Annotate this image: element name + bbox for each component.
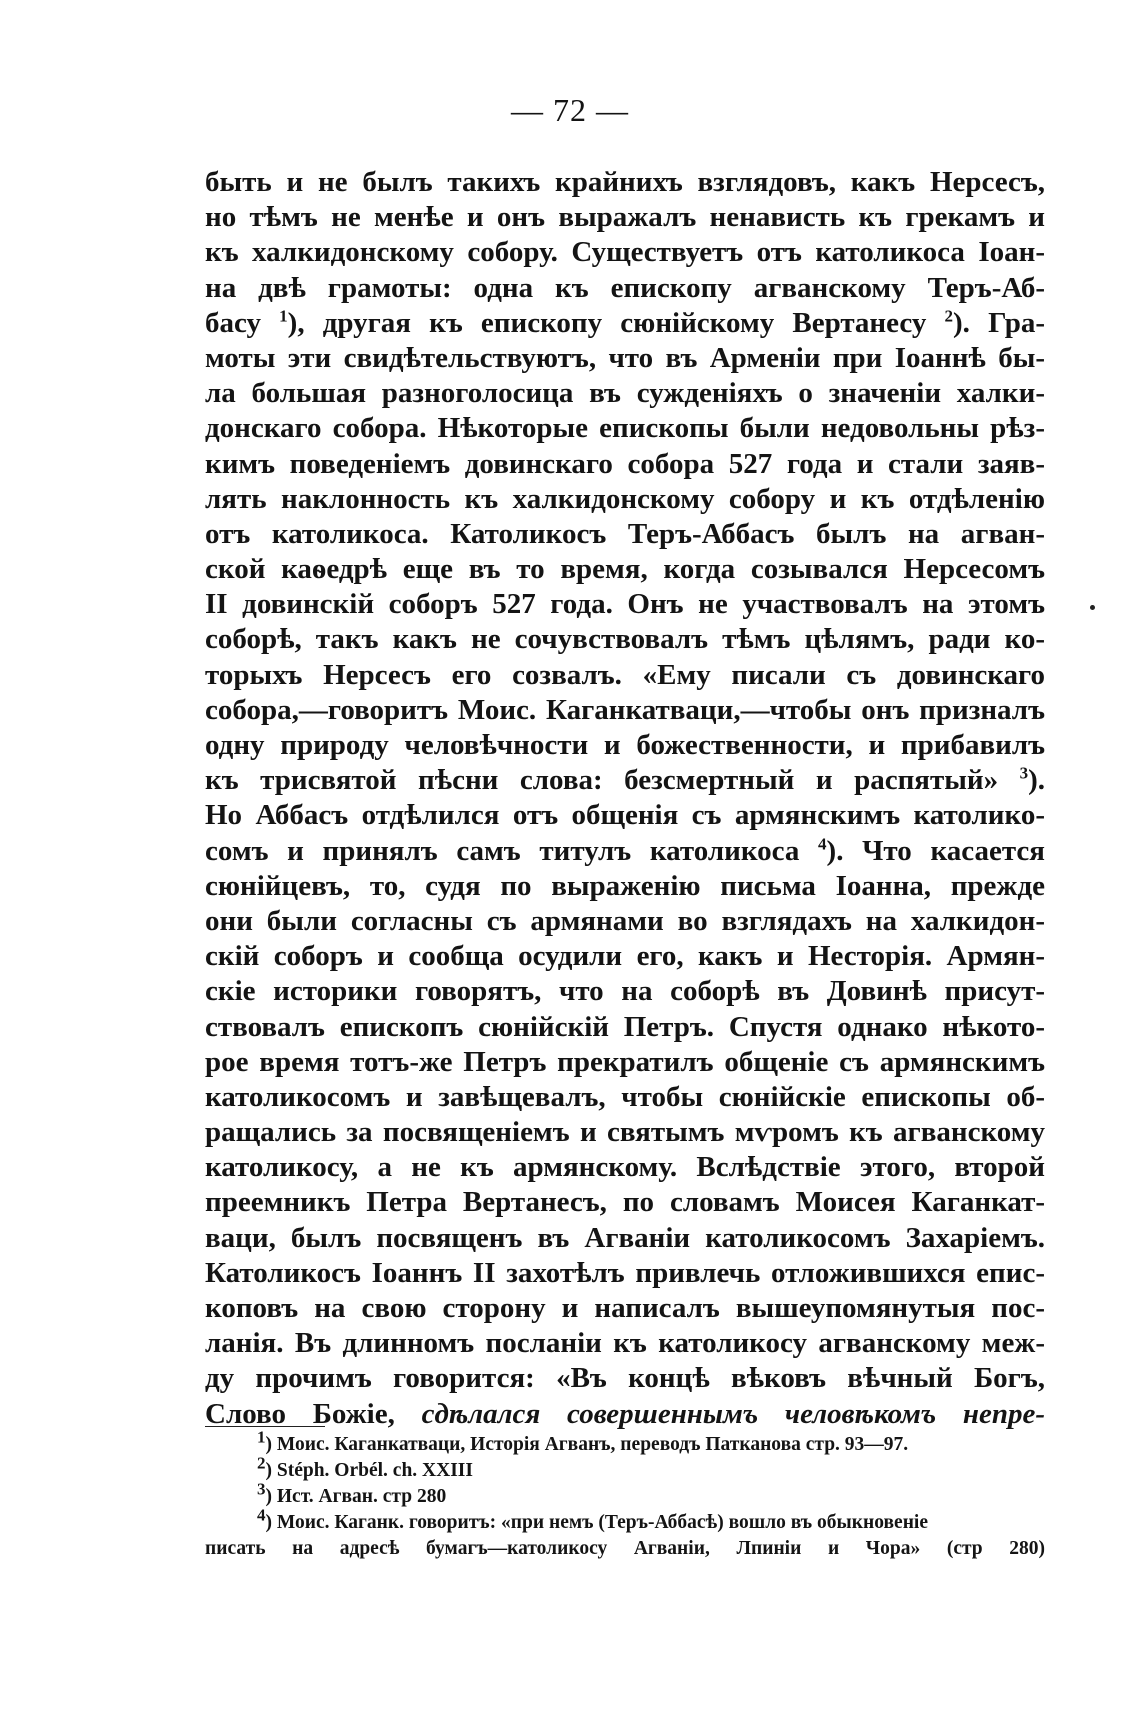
footnote (205, 1479, 1045, 1510)
footnote-text: ) Ист. Агван. стр 280 (265, 1486, 447, 1507)
text-line (205, 200, 1045, 235)
text-line (205, 587, 1045, 622)
footnote-text: писать на адресѣ бумагъ—католикосу Агваніи, Лпиніи и Чора» (стр 280) (205, 1538, 1045, 1559)
text-line (205, 235, 1045, 270)
text-line (205, 1291, 1045, 1326)
text-line (205, 376, 1045, 411)
footnote-number: 4 (257, 1505, 266, 1525)
footnote (205, 1505, 1045, 1536)
margin-speck (1090, 605, 1095, 610)
text-line (205, 693, 1045, 728)
text-span: ствовалъ епископъ сюнійскій Петръ. Спустя однако нѣкото- (205, 1010, 1045, 1043)
text-line (205, 834, 1045, 869)
text-line (205, 974, 1045, 1009)
text-line (205, 1221, 1045, 1256)
text-span: къ трисвятой пѣсни слова: безсмертный и распятый» (205, 764, 1020, 797)
text-span: ). (1028, 764, 1045, 797)
text-span: ду прочимъ говорится: «Въ концѣ вѣковъ вѣчный Богъ, (205, 1362, 1045, 1395)
text-span: сюнійцевъ, то, судя по выраженію письма Іоанна, прежде (205, 869, 1045, 902)
text-line (205, 763, 1045, 798)
text-span: къ халкидонскому собору. Существуетъ отъ католикоса Іоан- (205, 236, 1045, 269)
footnote-number: 1 (257, 1427, 266, 1447)
text-span: ращались за посвященіемъ и святымъ мѵромъ къ агванскому (205, 1116, 1045, 1149)
text-span: донскаго собора. Нѣкоторые епископы были недовольны рѣз- (205, 412, 1045, 445)
text-span: отъ католикоса. Католикосъ Теръ-Аббасъ былъ на агван- (205, 517, 1045, 550)
text-line (205, 1397, 1045, 1432)
text-line (205, 1256, 1045, 1291)
text-span: торыхъ Нерсесъ его созвалъ. «Ему писали съ довинскаго (205, 658, 1045, 691)
text-span: одну природу человѣчности и божественности, и прибавилъ (205, 729, 1045, 761)
text-line (205, 271, 1045, 306)
footnote (205, 1427, 1045, 1458)
text-line (205, 447, 1045, 482)
text-line (205, 869, 1045, 904)
page-number: — 72 — (511, 92, 629, 128)
text-span: Но Аббасъ отдѣлился отъ общенія съ армянскимъ католико- (205, 799, 1045, 832)
text-line (205, 411, 1045, 446)
text-span: скій соборъ и сообща осудили его, какъ и Несторія. Армян- (205, 940, 1045, 973)
text-span: на двѣ грамоты: одна къ епископу агванскому Теръ-Аб- (205, 271, 1045, 304)
text-line (205, 1080, 1045, 1115)
text-span: быть и не былъ такихъ крайнихъ взглядовъ, какъ Нерсесъ, (205, 166, 1045, 198)
text-span: скіе историки говорятъ, что на соборѣ въ Довинѣ присут- (205, 975, 1045, 1008)
text-span: ской каѳедрѣ еще въ то время, когда созывался Нерсесомъ (205, 553, 1045, 586)
footnote (205, 1453, 1045, 1484)
text-span: ). Гра- (953, 306, 1045, 339)
text-span: Католикосъ Іоаннъ II захотѣлъ привлечь отложившихся епис- (205, 1256, 1045, 1289)
footnote-text: ) Моис. Каганк. говоритъ: «при немъ (Теръ-Аббасѣ) вошло въ обыкновеніе (265, 1512, 929, 1533)
text-line (205, 1185, 1045, 1220)
text-span: лять наклонность къ халкидонскому собору и къ отдѣленію (205, 482, 1045, 515)
text-line (205, 1045, 1045, 1080)
text-line (205, 798, 1045, 833)
footnote (205, 1536, 1045, 1562)
text-span: ). Что касается (826, 834, 1045, 867)
footnote-number: 3 (257, 1479, 266, 1499)
text-line (205, 482, 1045, 517)
text-line (205, 517, 1045, 552)
text-span: басу (205, 306, 280, 339)
text-line (205, 1115, 1045, 1150)
text-span: католикосу, а не къ армянскому. Вслѣдствіе этого, второй (205, 1151, 1045, 1184)
text-span: II довинскій соборъ 527 года. Онъ не участвовалъ на этомъ (205, 588, 1045, 621)
text-span: соборѣ, такъ какъ не сочувствовалъ тѣмъ цѣлямъ, ради ко- (205, 623, 1045, 656)
footnote-text: ) Stéph. Orbél. ch. XXIII (265, 1460, 473, 1481)
text-line (205, 1326, 1045, 1361)
text-span: ваци, былъ посвященъ въ Агваніи католикосомъ Захаріемъ. (205, 1221, 1045, 1254)
body-text (205, 165, 1045, 1432)
text-span: сомъ и принялъ самъ титулъ католикоса (205, 834, 819, 867)
text-span: Слово Божіе, (205, 1397, 422, 1430)
italic-text: сдѣлался совершеннымъ человѣкомъ непре- (421, 1397, 1045, 1430)
text-span: ланія. Въ длинномъ посланіи къ католикосу агванскому меж- (205, 1327, 1045, 1360)
text-span: кимъ поведеніемъ довинскаго собора 527 года и стали заяв- (205, 447, 1045, 480)
text-line (205, 728, 1045, 763)
text-line (205, 939, 1045, 974)
text-line (205, 1150, 1045, 1185)
text-line (205, 1010, 1045, 1045)
text-line (205, 1361, 1045, 1396)
text-line (205, 622, 1045, 657)
text-span: моты эти свидѣтельствуютъ, что въ Арменіи при Іоаннѣ бы- (205, 341, 1045, 374)
text-line (205, 552, 1045, 587)
text-span: преемникъ Петра Вертанесъ, по словамъ Моисея Каганкат- (205, 1186, 1045, 1219)
text-line (205, 904, 1045, 939)
footnote-number: 2 (257, 1453, 266, 1473)
text-line (205, 165, 1045, 200)
text-line (205, 341, 1045, 376)
footnote-ref: 4 (818, 833, 827, 853)
text-span: рое время тотъ-же Петръ прекратилъ общеніе съ армянскимъ (205, 1045, 1045, 1078)
text-line (205, 306, 1045, 341)
footnote-text: ) Моис. Каганкатваци, Исторія Агванъ, переводъ Патканова стр. 93—97. (265, 1434, 909, 1455)
footnote-ref: 3 (1019, 763, 1029, 783)
footnote-ref: 2 (944, 306, 954, 326)
text-span: ), другая къ епископу сюнійскому Вертанесу (287, 306, 945, 339)
text-line (205, 658, 1045, 693)
text-span: католикосомъ и завѣщевалъ, чтобы сюнійскіе епископы об- (205, 1080, 1045, 1113)
text-span: собора,—говоритъ Моис. Каганкатваци,—чтобы онъ призналъ (205, 693, 1045, 726)
footnotes (205, 1427, 1045, 1562)
text-span: но тѣмъ не менѣе и онъ выражалъ ненависть къ грекамъ и (205, 201, 1045, 234)
text-span: коповъ на свою сторону и написалъ вышеупомянутыя пос- (205, 1292, 1045, 1324)
text-span: ла большая разноголосица въ сужденіяхъ о значеніи халки- (205, 377, 1045, 410)
footnote-ref: 1 (279, 306, 288, 326)
text-span: они были согласны съ армянами во взглядахъ на халкидон- (205, 904, 1045, 937)
